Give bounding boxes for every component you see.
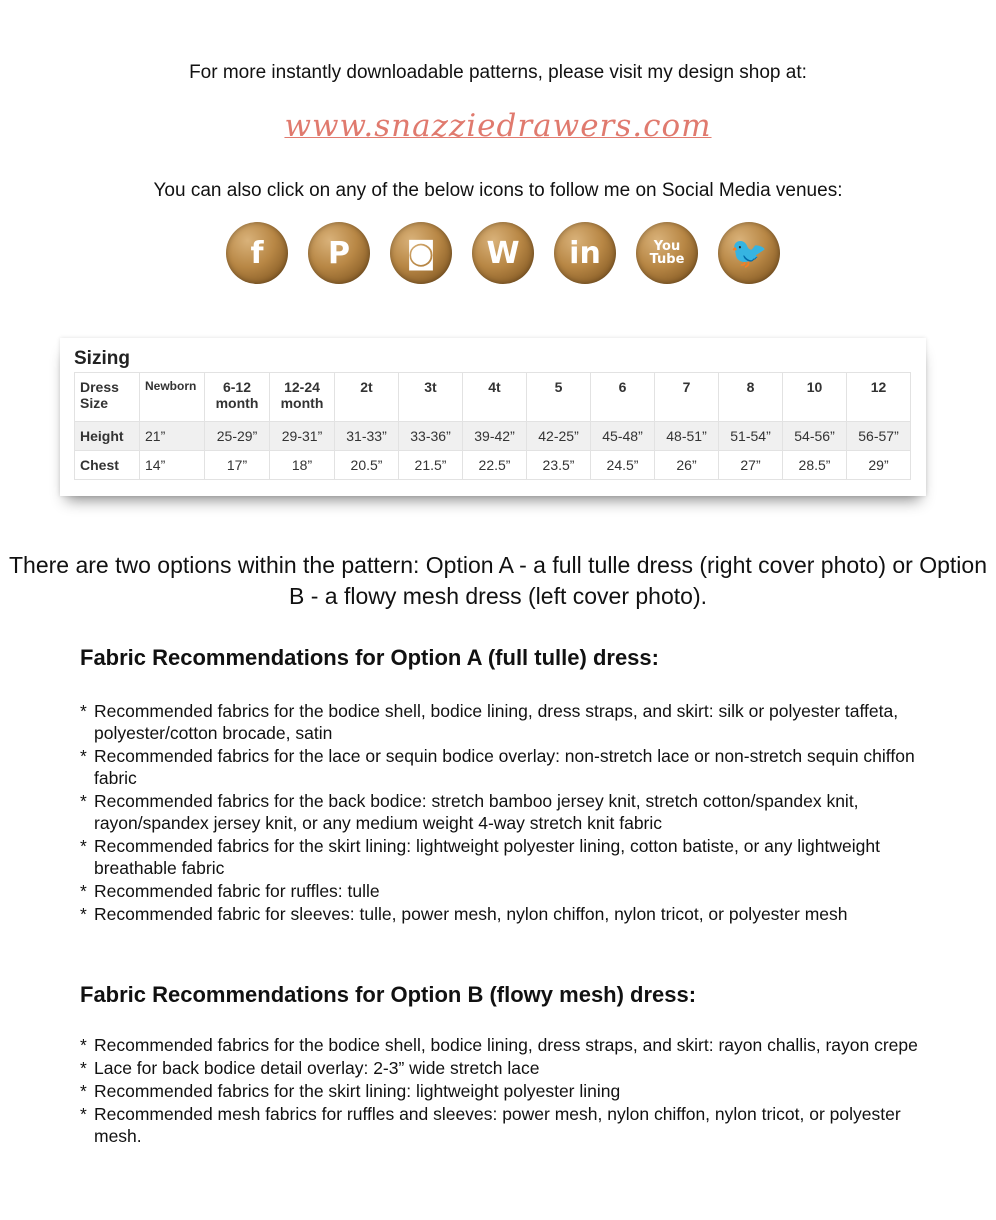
list-item bbox=[80, 1034, 930, 1056]
size-cell: 10 bbox=[783, 373, 847, 422]
chest-row bbox=[75, 451, 911, 480]
size-header-row bbox=[75, 373, 911, 422]
list-item-text: Recommended fabrics for the back bodice: stretch bamboo jersey knit, stretch cotton/spandex knit, rayon/spandex jersey knit, or any medium weight 4-way stretch knit fabric bbox=[94, 791, 859, 833]
list-item bbox=[80, 835, 930, 879]
options-description: There are two options within the pattern: Option A - a full tulle dress (right cover photo) or Option B - a flowy mesh dress (left cover photo). bbox=[8, 552, 987, 609]
bullet: * bbox=[80, 1058, 87, 1078]
list-item-text: Recommended fabrics for the bodice shell, bodice lining, dress straps, and skirt: rayon challis, rayon crepe bbox=[94, 1035, 918, 1055]
option-b-list bbox=[80, 1034, 930, 1148]
list-item-text: Recommended fabrics for the skirt lining: lightweight polyester lining, cotton batiste, or any lightweight breathable fabric bbox=[94, 836, 880, 878]
height-cell: 51-54” bbox=[719, 422, 783, 451]
sizing-title: Sizing bbox=[74, 348, 130, 369]
bullet: * bbox=[80, 881, 87, 901]
social-media-text: You can also click on any of the below icons to follow me on Social Media venues: bbox=[153, 180, 843, 201]
bullet: * bbox=[80, 701, 87, 721]
list-item-text: Recommended fabrics for the bodice shell, bodice lining, dress straps, and skirt: silk or polyester taffeta, polyester/cotton brocade, satin bbox=[94, 701, 899, 743]
height-cell: 54-56” bbox=[783, 422, 847, 451]
option-b-heading: Fabric Recommendations for Option B (flowy mesh) dress: bbox=[80, 982, 697, 1007]
size-cell: 12-24 month bbox=[270, 373, 335, 422]
chest-cell: 26” bbox=[655, 451, 719, 480]
twitter-icon[interactable]: 🐦 bbox=[718, 222, 780, 284]
list-item bbox=[80, 880, 930, 902]
chest-cell: 28.5” bbox=[783, 451, 847, 480]
height-cell: 25-29” bbox=[205, 422, 270, 451]
list-item bbox=[80, 790, 930, 834]
list-item-text: Recommended mesh fabrics for ruffles and sleeves: power mesh, nylon chiffon, nylon tricot, or polyester mesh. bbox=[94, 1104, 901, 1146]
size-cell: 6 bbox=[591, 373, 655, 422]
bullet: * bbox=[80, 1081, 87, 1101]
sizing-table bbox=[74, 372, 911, 480]
size-cell: 12 bbox=[847, 373, 911, 422]
linkedin-icon[interactable]: in bbox=[554, 222, 616, 284]
instagram-icon[interactable]: ◙ bbox=[390, 222, 452, 284]
size-cell: 6-12 month bbox=[205, 373, 270, 422]
height-row bbox=[75, 422, 911, 451]
shop-intro-text: For more instantly downloadable patterns, please visit my design shop at: bbox=[189, 62, 807, 83]
size-cell: Newborn bbox=[140, 373, 205, 422]
chest-cell: 20.5” bbox=[335, 451, 399, 480]
height-cell: 33-36” bbox=[399, 422, 463, 451]
row-header: Chest bbox=[75, 451, 140, 480]
facebook-icon[interactable]: f bbox=[226, 222, 288, 284]
wordpress-icon[interactable]: W bbox=[472, 222, 534, 284]
row-header: Height bbox=[75, 422, 140, 451]
pinterest-icon[interactable]: P bbox=[308, 222, 370, 284]
list-item bbox=[80, 903, 930, 925]
list-item bbox=[80, 1080, 930, 1102]
shop-url-link[interactable]: www.snazziedrawers.com bbox=[284, 108, 712, 144]
list-item-text: Recommended fabric for sleeves: tulle, power mesh, nylon chiffon, nylon tricot, or polyester mesh bbox=[94, 904, 848, 924]
option-a-list bbox=[80, 700, 930, 926]
chest-cell: 18” bbox=[270, 451, 335, 480]
size-cell: 8 bbox=[719, 373, 783, 422]
height-cell: 56-57” bbox=[847, 422, 911, 451]
height-cell: 45-48” bbox=[591, 422, 655, 451]
sizing-chart bbox=[60, 338, 926, 496]
bullet: * bbox=[80, 746, 87, 766]
size-cell: 4t bbox=[463, 373, 527, 422]
size-cell: 3t bbox=[399, 373, 463, 422]
height-cell: 42-25” bbox=[527, 422, 591, 451]
row-header: Dress Size bbox=[75, 373, 140, 422]
bullet: * bbox=[80, 904, 87, 924]
bullet: * bbox=[80, 1035, 87, 1055]
list-item bbox=[80, 700, 930, 744]
bullet: * bbox=[80, 1104, 87, 1124]
size-cell: 5 bbox=[527, 373, 591, 422]
chest-cell: 21.5” bbox=[399, 451, 463, 480]
height-cell: 21” bbox=[140, 422, 205, 451]
list-item bbox=[80, 745, 930, 789]
chest-cell: 23.5” bbox=[527, 451, 591, 480]
list-item-text: Lace for back bodice detail overlay: 2-3” wide stretch lace bbox=[94, 1058, 540, 1078]
chest-cell: 14” bbox=[140, 451, 205, 480]
size-cell: 7 bbox=[655, 373, 719, 422]
list-item-text: Recommended fabrics for the skirt lining: lightweight polyester lining bbox=[94, 1081, 621, 1101]
youtube-icon[interactable]: You Tube bbox=[636, 222, 698, 284]
bullet: * bbox=[80, 836, 87, 856]
chest-cell: 17” bbox=[205, 451, 270, 480]
height-cell: 29-31” bbox=[270, 422, 335, 451]
chest-cell: 27” bbox=[719, 451, 783, 480]
list-item bbox=[80, 1057, 930, 1079]
chest-cell: 22.5” bbox=[463, 451, 527, 480]
height-cell: 39-42” bbox=[463, 422, 527, 451]
height-cell: 48-51” bbox=[655, 422, 719, 451]
social-icons-row bbox=[226, 222, 780, 284]
list-item bbox=[80, 1103, 930, 1147]
height-cell: 31-33” bbox=[335, 422, 399, 451]
size-cell: 2t bbox=[335, 373, 399, 422]
chest-cell: 24.5” bbox=[591, 451, 655, 480]
bullet: * bbox=[80, 791, 87, 811]
list-item-text: Recommended fabrics for the lace or sequin bodice overlay: non-stretch lace or non-stretch sequin chiffon fabric bbox=[94, 746, 915, 788]
chest-cell: 29” bbox=[847, 451, 911, 480]
option-a-heading: Fabric Recommendations for Option A (full tulle) dress: bbox=[80, 645, 659, 670]
list-item-text: Recommended fabric for ruffles: tulle bbox=[94, 881, 380, 901]
